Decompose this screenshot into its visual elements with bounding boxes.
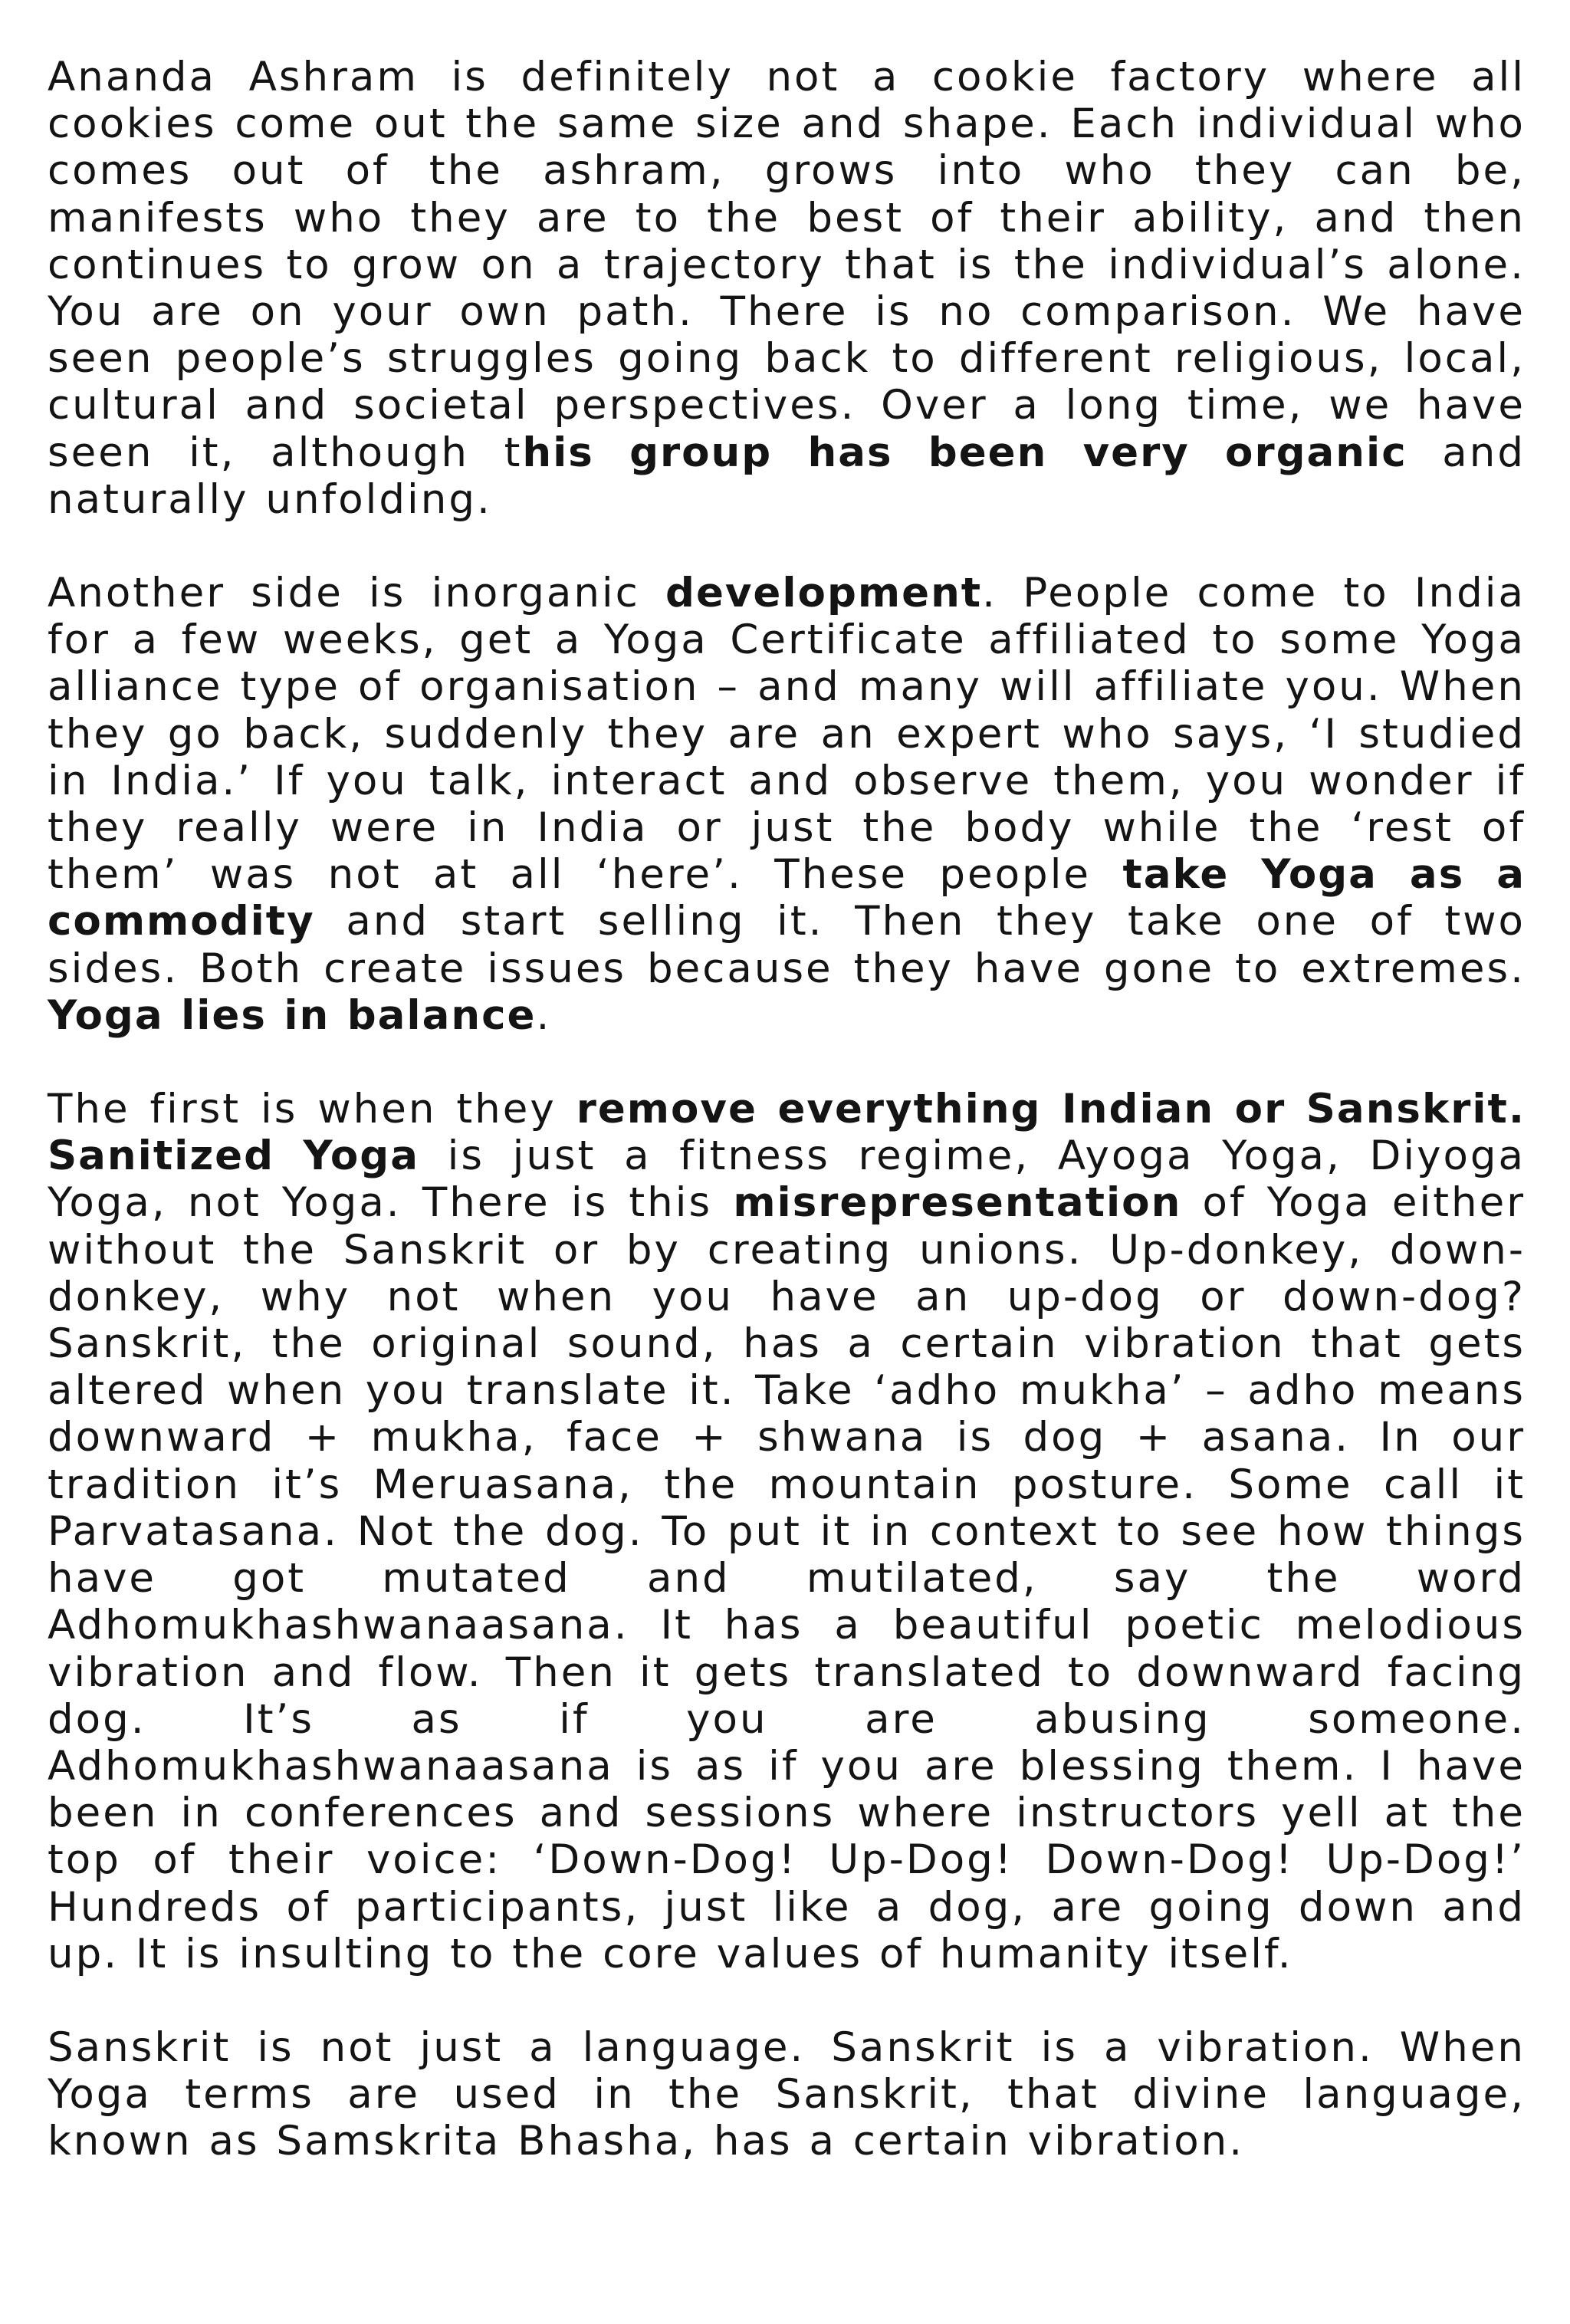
text-run: Another side is inorganic bbox=[48, 570, 665, 617]
emphasis-commodity: take Yoga as a commodity bbox=[48, 851, 1526, 945]
paragraph-sanskrit-vibration bbox=[48, 2024, 1526, 2165]
document-page bbox=[48, 54, 1526, 2165]
paragraph-sanitized-yoga bbox=[48, 1086, 1526, 1977]
text-run: and start selling it. Then they take one of two sides. Both create issues because they have gone to extremes. bbox=[48, 898, 1526, 992]
emphasis-remove-sanskrit: remove everything Indian or Sanskrit. Sanitized Yoga bbox=[48, 1086, 1526, 1180]
emphasis-balance: Yoga lies in balance bbox=[48, 991, 537, 1039]
text-run: is just a fitness regime, Ayoga Yoga, Diyoga Yoga, not Yoga. There is this bbox=[48, 1132, 1526, 1227]
paragraph-ashram-organic-growth bbox=[48, 54, 1526, 523]
emphasis-misrepresentation: misrepresentation bbox=[733, 1179, 1182, 1227]
emphasis-organic-group: his group has been very organic bbox=[522, 429, 1407, 476]
paragraph-inorganic-development bbox=[48, 570, 1526, 1039]
text-run: . bbox=[536, 991, 552, 1039]
text-run: . People come to India for a few weeks, get a Yoga Certificate affiliated to some Yoga alliance type of organisation – and many will affiliate you. When they go back, suddenly they are an expert who says, ‘I studied in India.’ If you talk, interact and observe them, you wonder if they really were in India or just the body while the ‘rest of them’ was not at all ‘here’. These people bbox=[48, 570, 1526, 899]
text-run: of Yoga either without the Sanskrit or by creating unions. Up-donkey, down-donkey, why not when you have an up-dog or down-dog? Sanskrit, the original sound, has a certain vibration that gets altered when you translate it. Take ‘adho mukha’ – adho means downward + mukha, face + shwana is dog + asana. In our tradition it’s Meruasana, the mountain posture. Some call it Parvatasana. Not the dog. To put it in context to see how things have got mutated and mutilated, say the word Adhomukhashwanaasana. It has a beautiful poetic melodious vibration and flow. Then it gets translated to downward facing dog. It’s as if you are abusing someone. Adhomukhashwanaasana is as if you are blessing them. I have been in conferences and sessions where instructors yell at the top of their voice: ‘Down-Dog! Up-Dog! Down-Dog! Up-Dog!’ Hundreds of participants, just like a dog, are going down and up. It is insulting to the core values of humanity itself. bbox=[48, 1179, 1526, 1977]
text-run: Ananda Ashram is definitely not a cookie factory where all cookies come out the same size and shape. Each individual who comes out of the ashram, grows into who they can be, manifests who they are to the best of their ability, and then continues to grow on a trajectory that is the individual’s alone. You are on your own path. There is no comparison. We have seen people’s struggles going back to different religious, local, cultural and societal perspectives. Over a long time, we have seen it, although t bbox=[48, 54, 1526, 476]
text-run: Sanskrit is not just a language. Sanskrit is a vibration. When Yoga terms are used in the Sanskrit, that divine language, known as Samskrita Bhasha, has a certain vibration. bbox=[48, 2023, 1526, 2165]
emphasis-development: development bbox=[665, 570, 983, 617]
text-run: The first is when they bbox=[48, 1086, 576, 1133]
text-run: and naturally unfolding. bbox=[48, 429, 1526, 523]
